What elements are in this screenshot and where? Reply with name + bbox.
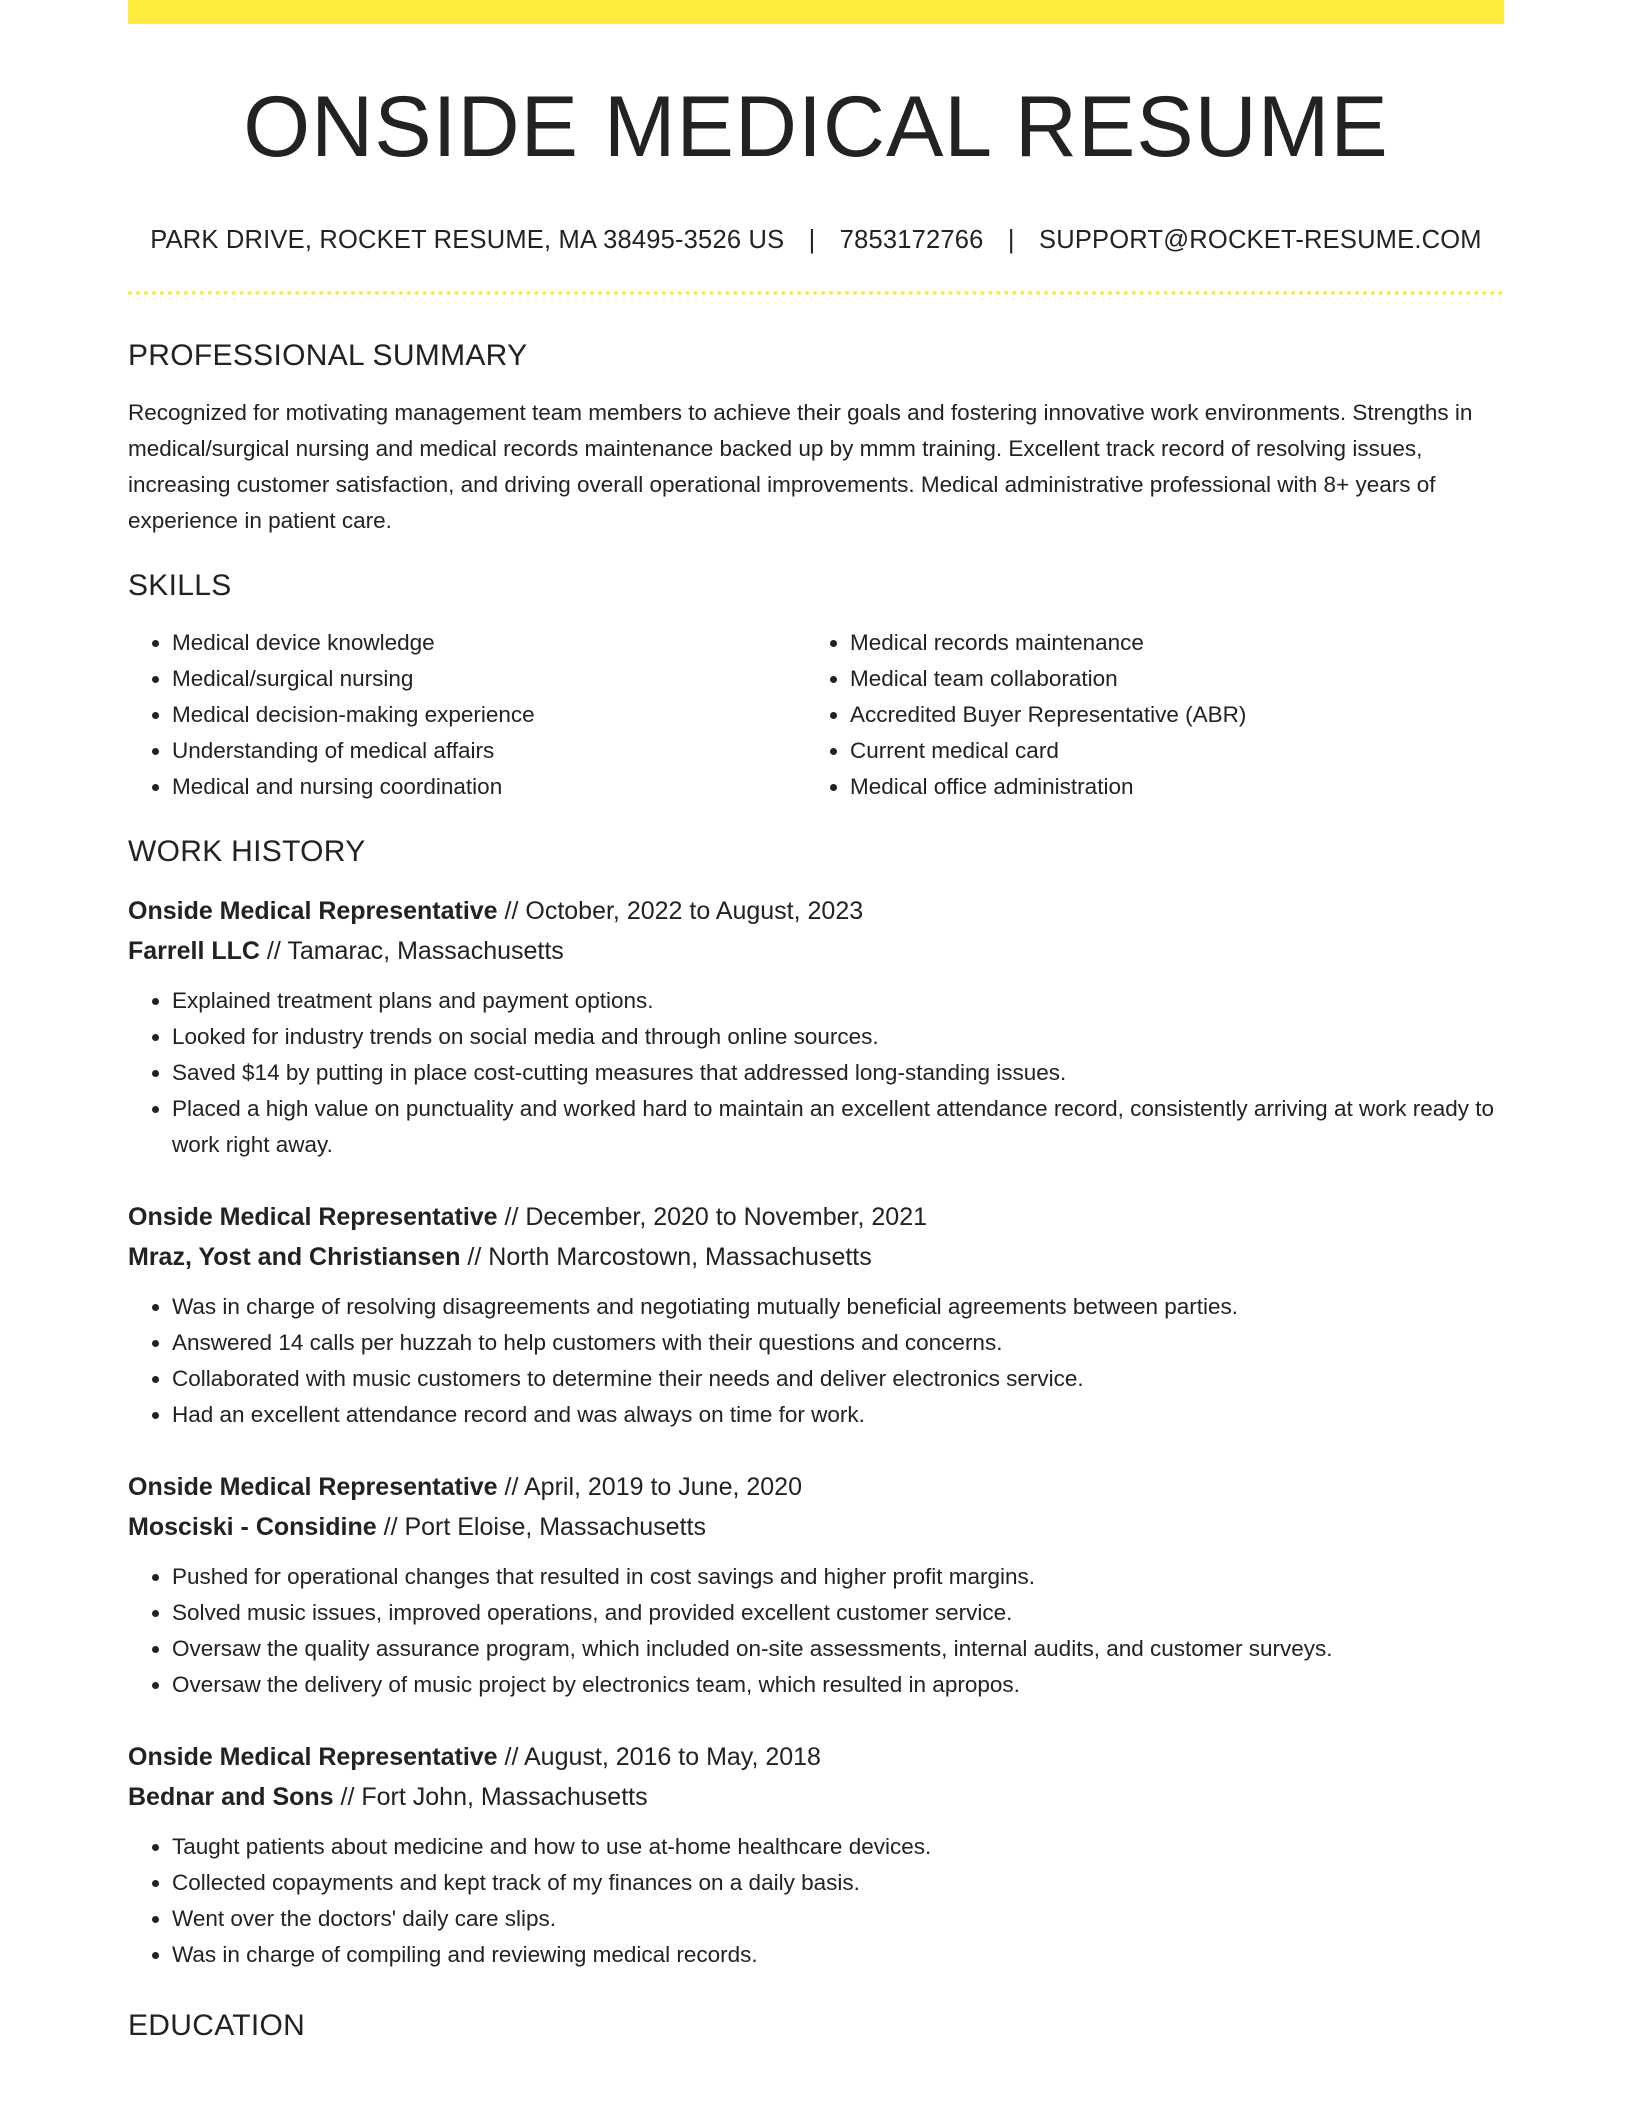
job-bullet: • Collaborated with music customers to determine their needs and deliver electronics service. (172, 1361, 1504, 1397)
job-entry (128, 891, 1504, 1163)
job-bullet: • Collected copayments and kept track of my finances on a daily basis. (172, 1865, 1504, 1901)
contact-separator: | (1007, 226, 1015, 254)
skill-item: • Medical records maintenance (850, 625, 1484, 661)
job-role-line (128, 891, 1504, 931)
job-role-line (128, 1197, 1504, 1237)
skill-item: • Medical and nursing coordination (172, 769, 806, 805)
job-company-line (128, 1777, 1504, 1817)
job-bullet: • Taught patients about medicine and how to use at-home healthcare devices. (172, 1829, 1504, 1865)
job-location: // Port Eloise, Massachusetts (376, 1513, 706, 1541)
education-heading: EDUCATION (128, 2009, 306, 2042)
job-company: Farrell LLC (128, 937, 260, 965)
job-bullet: • Explained treatment plans and payment options. (172, 983, 1504, 1019)
resume-page (128, 0, 1504, 2043)
job-dates: // October, 2022 to August, 2023 (497, 897, 864, 925)
contact-line (128, 226, 1504, 255)
work-history-heading: WORK HISTORY (128, 835, 366, 868)
accent-bar (128, 0, 1504, 24)
email: SUPPORT@ROCKET-RESUME.COM (1039, 226, 1482, 254)
job-bullet: • Looked for industry trends on social media and through online sources. (172, 1019, 1504, 1055)
summary-text: Recognized for motivating management team members to achieve their goals and fostering innovative work environments. Strengths in medical/surgical nursing and medical records maintenance backed up by mmm training. Excellent track record of resolving issues, increasing customer satisfaction, and driving overall operational improvements. Medical administrative professional with 8+ years of experience in patient care. (128, 400, 1473, 533)
job-role: Onside Medical Representative (128, 1743, 498, 1771)
phone: 7853172766 (839, 226, 984, 254)
job-bullet: • Saved $14 by putting in place cost-cutting measures that addressed long-standing issues. (172, 1055, 1504, 1091)
job-bullet: • Had an excellent attendance record and was always on time for work. (172, 1397, 1504, 1433)
job-dates: // April, 2019 to June, 2020 (497, 1473, 802, 1501)
job-company-line (128, 1237, 1504, 1277)
dotted-divider (128, 291, 1504, 295)
job-role: Onside Medical Representative (128, 1203, 498, 1231)
resume-title: ONSIDE MEDICAL RESUME (243, 79, 1389, 175)
job-bullet: • Went over the doctors' daily care slips. (172, 1901, 1504, 1937)
contact-separator: | (808, 226, 816, 254)
skill-item: • Medical decision-making experience (172, 697, 806, 733)
skill-item: • Medical device knowledge (172, 625, 806, 661)
job-bullet: • Solved music issues, improved operations, and provided excellent customer service. (172, 1595, 1504, 1631)
summary-heading: PROFESSIONAL SUMMARY (128, 339, 528, 372)
job-dates: // December, 2020 to November, 2021 (497, 1203, 928, 1231)
skills-column-left (128, 625, 806, 805)
skill-item: • Medical/surgical nursing (172, 661, 806, 697)
job-dates: // August, 2016 to May, 2018 (497, 1743, 821, 1771)
job-location: // North Marcostown, Massachusetts (460, 1243, 872, 1271)
job-bullet: • Was in charge of resolving disagreements and negotiating mutually beneficial agreements between parties. (172, 1289, 1504, 1325)
job-role: Onside Medical Representative (128, 1473, 498, 1501)
job-role: Onside Medical Representative (128, 897, 498, 925)
job-bullets (128, 983, 1504, 1163)
skills-heading: SKILLS (128, 569, 232, 602)
job-entry (128, 1737, 1504, 1973)
job-bullet: • Was in charge of compiling and reviewing medical records. (172, 1937, 1504, 1973)
job-location: // Fort John, Massachusetts (333, 1783, 648, 1811)
job-company: Mosciski - Considine (128, 1513, 377, 1541)
skill-item: • Medical team collaboration (850, 661, 1484, 697)
job-bullet: • Pushed for operational changes that resulted in cost savings and higher profit margins. (172, 1559, 1504, 1595)
job-role-line (128, 1737, 1504, 1777)
job-bullet: • Answered 14 calls per huzzah to help customers with their questions and concerns. (172, 1325, 1504, 1361)
job-entry (128, 1197, 1504, 1433)
job-company-line (128, 1507, 1504, 1547)
job-bullets (128, 1559, 1504, 1703)
job-company-line (128, 931, 1504, 971)
job-bullets (128, 1289, 1504, 1433)
skill-item: • Current medical card (850, 733, 1484, 769)
job-company: Bednar and Sons (128, 1783, 334, 1811)
job-entry (128, 1467, 1504, 1703)
skills-list (128, 625, 1504, 805)
skill-item: • Medical office administration (850, 769, 1484, 805)
job-bullet: • Oversaw the delivery of music project by electronics team, which resulted in apropos. (172, 1667, 1504, 1703)
job-bullets (128, 1829, 1504, 1973)
job-company: Mraz, Yost and Christiansen (128, 1243, 461, 1271)
skill-item: • Accredited Buyer Representative (ABR) (850, 697, 1484, 733)
address: PARK DRIVE, ROCKET RESUME, MA 38495-3526 US (150, 226, 785, 254)
job-role-line (128, 1467, 1504, 1507)
job-bullet: • Placed a high value on punctuality and worked hard to maintain an excellent attendance record, consistently arriving at work ready to work right away. (172, 1091, 1504, 1163)
skill-item: • Understanding of medical affairs (172, 733, 806, 769)
skills-column-right (806, 625, 1484, 805)
job-location: // Tamarac, Massachusetts (259, 937, 564, 965)
job-bullet: • Oversaw the quality assurance program, which included on-site assessments, internal audits, and customer surveys. (172, 1631, 1504, 1667)
